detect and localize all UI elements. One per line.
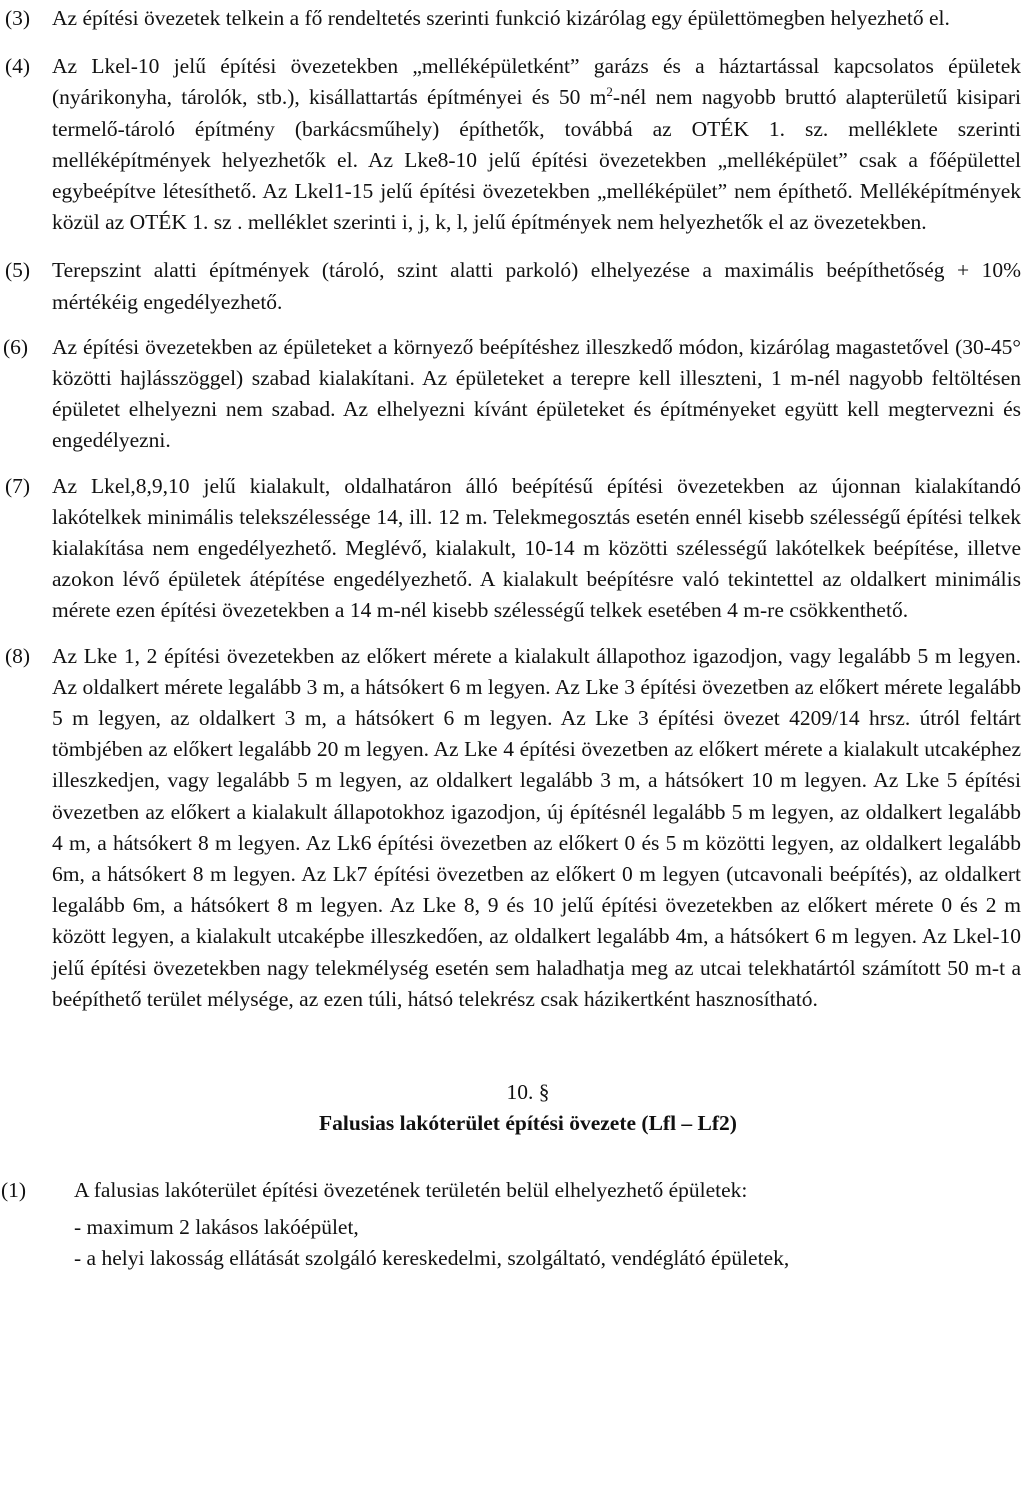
paragraph-5 [0,255,1024,317]
paragraph-text: A falusias lakóterület építési övezetének területén belül elhelyezhető épületek: [74,1178,748,1203]
paragraph-text-part: Az Lkel-10 jelű építési övezetekben „melléképületként” garázs és a háztartással kapcsolatos épületek (nyárikonyha, tárolók, stb.), kisállattartás építményei és 50 m [52,54,1021,110]
section-title: Falusias lakóterület építési övezete (Lfl – Lf2) [319,1111,737,1136]
paragraph-3 [0,3,1024,34]
paragraph-number: (8) [5,643,31,668]
section-paragraph-1 [0,1175,1024,1206]
paragraph-text: Terepszint alatti építmények (tároló, szint alatti parkoló) elhelyezése a maximális beépíthetőség + 10% mértékéig engedélyezhető. [52,258,1021,314]
list-item: - maximum 2 lakásos lakóépület, [74,1215,359,1240]
paragraph-number: (7) [5,473,31,498]
paragraph-text-part: -nél nem nagyobb bruttó alapterületű kisipari termelő-tároló építmény (barkácsműhely) építhetők, továbbá az OTÉK 1. sz. melléklete szerinti melléképítmények helyezhetők el. Az Lke8-10 jelű építési övezetekben „melléképület” csak a főépülettel egybeépítve létesíthető. Az Lkel1-15 jelű építési övezetekben „melléképület” nem építhető. Melléképítmények közül az OTÉK 1. sz . melléklet szerinti i, j, k, l, jelű építmények nem helyezhetők el az övezetekben. [52,85,1021,235]
superscript: 2 [606,84,613,100]
section-number: 10. § [506,1080,550,1105]
paragraph-text: Az építési övezetek telkein a fő rendeltetés szerinti funkció kizárólag egy épülettömegben helyezhető el. [52,6,950,30]
paragraph-text: Az Lke 1, 2 építési övezetekben az előkert mérete a kialakult állapothoz igazodjon, vagy legalább 5 m legyen. Az oldalkert mérete legalább 3 m, a hátsókert 6 m legyen. Az Lke 3 építési övezetben az előkert mérete legalább 5 m legyen, az oldalkert 3 m, a hátsókert 6 m legyen. Az Lke 3 építési övezet 4209/14 hrsz. útról feltárt tömbjében az előkert legalább 20 m legyen. Az Lke 4 építési övezetben az előkert mérete a kialakult utcaképhez illeszkedjen, vagy legalább 5 m legyen, az oldalkert legalább 3 m, a hátsókert 10 m legyen. Az Lke 5 építési övezetben az előkert a kialakult állapotokhoz igazodjon, új építésnél legalább 5 m legyen, az oldalkert legalább 4 m, a hátsókert 8 m legyen. Az Lk6 építési övezetben az előkert 0 és 5 m közötti legyen, az oldalkert legalább 6m, a hátsókert 8 m legyen. Az Lk7 építési övezetben az előkert 0 m legyen (utcavonali beépítés), az oldalkert legalább 6m, a hátsókert 8 m legyen. Az Lke 8, 9 és 10 jelű építési övezetekben az előkert mérete 0 és 2 m között legyen, a kialakult utcaképbe illeszkedően, az oldalkert legalább 4m, a hátsókert 6 m legyen. Az Lkel-10 jelű építési övezetekben nagy telekmélység esetén sem haladhatja meg az utcai telekhatártól számított 50 m-t a beépíthető terület mélysége, az ezen túli, hátsó telekrész csak házikertként hasznosítható. [52,643,1021,1011]
paragraph-8 [0,641,1024,1015]
paragraph-text [52,51,1021,238]
paragraph-6 [0,332,1024,457]
paragraph-number: (1) [1,1178,27,1203]
section-heading [0,1077,1024,1139]
building-list [74,1212,1024,1274]
paragraph-number: (5) [5,258,31,283]
paragraph-text: Az építési övezetekben az épületeket a környező beépítéshez illeszkedő módon, kizárólag magastetővel (30-45° közötti hajlásszöggel) szabad kialakítani. Az épületeket a terepre kell illeszteni, 1 m-nél nagyobb feltöltésen épületet elhelyezni nem szabad. Az elhelyezni kívánt épületeket és építményeket együtt kell megtervezni és engedélyezni. [52,334,1021,453]
paragraph-7 [0,471,1024,627]
paragraph-number: (6) [3,334,29,359]
paragraph-4 [0,51,1024,238]
paragraph-text: Az Lkel,8,9,10 jelű kialakult, oldalhatáron álló beépítésű építési övezetekben az újonnan kialakítandó lakótelkek minimális telekszélessége 14, ill. 12 m. Telekmegosztás esetén ennél kisebb szélességű építési telkek kialakítása nem engedélyezhető. Meglévő, kialakult, 10-14 m közötti szélességű lakótelkek beépítése, illetve azokon lévő épületek átépítése engedélyezhető. A kialakult beépítésre való tekintettel az oldalkert minimális mérete ezen építési övezetekben a 14 m-nél kisebb szélességű telkek esetében 4 m-re csökkenthető. [52,473,1021,623]
paragraph-number: (3) [5,6,31,30]
list-item: - a helyi lakosság ellátását szolgáló kereskedelmi, szolgáltató, vendéglátó épületek, [74,1246,790,1271]
paragraph-number: (4) [5,54,31,79]
